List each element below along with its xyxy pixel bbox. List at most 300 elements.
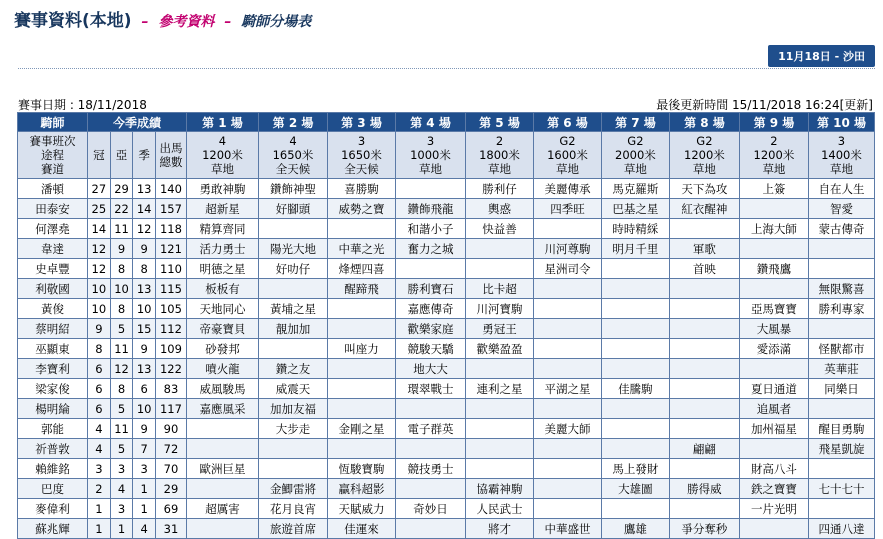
horse-cell[interactable]: 勝利專家: [808, 299, 874, 319]
seconds: 10: [110, 279, 133, 299]
horse-cell: [601, 299, 669, 319]
header-race-7[interactable]: 第 7 場: [601, 113, 669, 132]
thirds: 10: [133, 399, 156, 419]
horse-cell: [739, 199, 808, 219]
wins: 6: [88, 399, 111, 419]
horse-cell[interactable]: 佳騰駒: [601, 379, 669, 399]
total-rides: 72: [156, 439, 187, 459]
total-rides: 117: [156, 399, 187, 419]
header-race-info-label: [18, 132, 88, 179]
horse-cell: [466, 239, 534, 259]
race-info-2: [259, 132, 328, 179]
horse-cell[interactable]: 翩翩: [669, 439, 739, 459]
thirds: 7: [133, 439, 156, 459]
horse-cell[interactable]: 歐洲巨星: [186, 459, 258, 479]
horse-cell[interactable]: 馬克羅斯: [601, 179, 669, 199]
header-race-info-label-line: 賽事班次: [29, 134, 76, 148]
horse-cell[interactable]: 花月良宵: [259, 499, 328, 519]
total-rides: 112: [156, 319, 187, 339]
total-rides: 90: [156, 419, 187, 439]
horse-cell[interactable]: 自在人生: [808, 179, 874, 199]
horse-cell: [739, 239, 808, 259]
horse-cell[interactable]: 鑽飾神聖: [259, 179, 328, 199]
race-info-7-line: 草地: [623, 162, 647, 176]
horse-cell: [808, 239, 874, 259]
horse-cell: [739, 439, 808, 459]
horse-cell[interactable]: 首映: [669, 259, 739, 279]
horse-cell[interactable]: 歡樂家庭: [395, 319, 465, 339]
breadcrumb-separator: –: [141, 14, 149, 30]
horse-cell[interactable]: 競駿天驕: [395, 339, 465, 359]
seconds: 11: [110, 339, 133, 359]
header-race-10[interactable]: 第 10 場: [808, 113, 874, 132]
horse-cell[interactable]: 鑽飾飛龍: [395, 199, 465, 219]
seconds: 4: [110, 479, 133, 499]
thirds: 1: [133, 479, 156, 499]
wins: 4: [88, 439, 111, 459]
seconds: 3: [110, 459, 133, 479]
horse-cell: [466, 259, 534, 279]
horse-cell[interactable]: 怪獸都市: [808, 339, 874, 359]
horse-cell[interactable]: 上簽: [739, 179, 808, 199]
horse-cell: [601, 319, 669, 339]
header-stat: 季: [133, 132, 156, 179]
jockey-name[interactable]: 潘頓: [18, 179, 88, 199]
horse-cell[interactable]: 川河尊駒: [533, 239, 601, 259]
race-info-4-line: 草地: [418, 162, 442, 176]
horse-cell[interactable]: 七十七十: [808, 479, 874, 499]
horse-cell[interactable]: 靚加加: [259, 319, 328, 339]
wins: 14: [88, 219, 111, 239]
horse-cell: [259, 219, 328, 239]
race-info-4-line: 1000米: [410, 148, 451, 162]
horse-cell: [186, 419, 258, 439]
horse-cell[interactable]: 環翠戰士: [395, 379, 465, 399]
horse-cell[interactable]: 人民武士: [466, 499, 534, 519]
horse-cell[interactable]: 嘉應風采: [186, 399, 258, 419]
horse-cell: [259, 439, 328, 459]
horse-cell: [601, 419, 669, 439]
horse-cell: [669, 459, 739, 479]
horse-cell[interactable]: 鉄之寶寶: [739, 479, 808, 499]
table-row: [18, 359, 875, 379]
horse-cell[interactable]: 加加友福: [259, 399, 328, 419]
race-day-tab[interactable]: 11月18日 - 沙田: [768, 45, 875, 67]
wins: 27: [88, 179, 111, 199]
table-row: [18, 419, 875, 439]
race-info-4: [395, 132, 465, 179]
horse-cell[interactable]: 明德之星: [186, 259, 258, 279]
horse-cell[interactable]: 平湖之星: [533, 379, 601, 399]
horse-cell[interactable]: 帝豪寶貝: [186, 319, 258, 339]
race-info-10-line: 3: [837, 134, 846, 148]
thirds: 13: [133, 279, 156, 299]
total-rides: 105: [156, 299, 187, 319]
race-info-9: [739, 132, 808, 179]
horse-cell[interactable]: 川河寶駒: [466, 299, 534, 319]
table-row: [18, 279, 875, 299]
horse-cell[interactable]: 和諧小子: [395, 219, 465, 239]
horse-cell: [395, 479, 465, 499]
refresh-link[interactable]: [更新]: [839, 98, 873, 112]
horse-cell: [669, 299, 739, 319]
horse-cell[interactable]: 精算齊同: [186, 219, 258, 239]
jockey-name[interactable]: 利敬國: [18, 279, 88, 299]
horse-cell[interactable]: 時時精綵: [601, 219, 669, 239]
seconds: 5: [110, 439, 133, 459]
horse-cell[interactable]: 好叻仔: [259, 259, 328, 279]
header-season-stats: 今季成績: [88, 113, 187, 132]
table-row: [18, 259, 875, 279]
horse-cell: [533, 299, 601, 319]
horse-cell[interactable]: 贏科超影: [328, 479, 396, 499]
table-row: [18, 439, 875, 459]
horse-cell[interactable]: 板板有: [186, 279, 258, 299]
breadcrumb-jockey-table: 騎師分場表: [241, 14, 312, 30]
horse-cell[interactable]: 恆駿寶駒: [328, 459, 396, 479]
thirds: 9: [133, 419, 156, 439]
race-info-1-line: 草地: [210, 162, 234, 176]
horse-cell[interactable]: 鑽之友: [259, 359, 328, 379]
horse-cell: [533, 359, 601, 379]
wins: 10: [88, 279, 111, 299]
table-row: [18, 339, 875, 359]
horse-cell[interactable]: 比卡超: [466, 279, 534, 299]
seconds: 29: [110, 179, 133, 199]
thirds: 13: [133, 179, 156, 199]
header-total-rides: [156, 132, 187, 179]
race-info-5-line: 1800米: [479, 148, 520, 162]
horse-cell[interactable]: 叫座力: [328, 339, 396, 359]
horse-cell[interactable]: 噴火龍: [186, 359, 258, 379]
wins: 12: [88, 259, 111, 279]
horse-cell[interactable]: 連利之星: [466, 379, 534, 399]
horse-cell[interactable]: 巴基之星: [601, 199, 669, 219]
total-rides: 140: [156, 179, 187, 199]
horse-cell[interactable]: 好腳頭: [259, 199, 328, 219]
horse-cell: [395, 399, 465, 419]
horse-cell: [601, 279, 669, 299]
horse-cell[interactable]: 活力勇士: [186, 239, 258, 259]
horse-cell: [808, 459, 874, 479]
horse-cell: [259, 279, 328, 299]
horse-cell[interactable]: 亞馬寶寶: [739, 299, 808, 319]
jockey-name[interactable]: 黃俊: [18, 299, 88, 319]
header-race-8[interactable]: 第 8 場: [669, 113, 739, 132]
horse-cell[interactable]: 電子群英: [395, 419, 465, 439]
horse-cell[interactable]: 協霸神駒: [466, 479, 534, 499]
thirds: 13: [133, 359, 156, 379]
horse-cell[interactable]: 金剛之星: [328, 419, 396, 439]
thirds: 4: [133, 519, 156, 539]
horse-cell[interactable]: 旅遊首席: [259, 519, 328, 539]
horse-cell[interactable]: 威震天: [259, 379, 328, 399]
horse-cell: [328, 399, 396, 419]
jockey-name[interactable]: 田泰安: [18, 199, 88, 219]
horse-cell: [328, 359, 396, 379]
horse-cell[interactable]: 天下為攻: [669, 179, 739, 199]
horse-cell[interactable]: 金鯽雷將: [259, 479, 328, 499]
horse-cell[interactable]: 勇冠王: [466, 319, 534, 339]
jockey-schedule-table: [17, 112, 875, 539]
jockey-name[interactable]: 巫顯東: [18, 339, 88, 359]
horse-cell[interactable]: 天賦威力: [328, 499, 396, 519]
horse-cell: [808, 399, 874, 419]
race-info-4-line: 3: [426, 134, 435, 148]
horse-cell[interactable]: 軍歌: [669, 239, 739, 259]
race-info-8: [669, 132, 739, 179]
jockey-name[interactable]: 麥偉利: [18, 499, 88, 519]
table-row: [18, 219, 875, 239]
horse-cell[interactable]: 無限驚喜: [808, 279, 874, 299]
total-rides: 31: [156, 519, 187, 539]
horse-cell[interactable]: 勇敢神駒: [186, 179, 258, 199]
horse-cell[interactable]: 財高八斗: [739, 459, 808, 479]
horse-cell[interactable]: 醒蹄飛: [328, 279, 396, 299]
horse-cell: [533, 459, 601, 479]
horse-cell[interactable]: 大雄圖: [601, 479, 669, 499]
seconds: 9: [110, 239, 133, 259]
header-row: [18, 113, 875, 132]
horse-cell[interactable]: 四季旺: [533, 199, 601, 219]
header-jockey: 騎師: [18, 113, 88, 132]
seconds: 3: [110, 499, 133, 519]
horse-cell[interactable]: 勝得威: [669, 479, 739, 499]
wins: 4: [88, 419, 111, 439]
seconds: 8: [110, 299, 133, 319]
horse-cell[interactable]: 將才: [466, 519, 534, 539]
horse-cell[interactable]: 蒙古傳奇: [808, 219, 874, 239]
race-info-5-line: 2: [495, 134, 504, 148]
header-subrow: [18, 132, 875, 179]
jockey-name[interactable]: 巴度: [18, 479, 88, 499]
horse-cell[interactable]: 愛添滿: [739, 339, 808, 359]
total-rides: 83: [156, 379, 187, 399]
horse-cell[interactable]: 佳運來: [328, 519, 396, 539]
horse-cell[interactable]: 智愛: [808, 199, 874, 219]
horse-cell: [466, 439, 534, 459]
race-info-6-line: 1600米: [547, 148, 588, 162]
horse-cell[interactable]: 超厲害: [186, 499, 258, 519]
wins: 1: [88, 499, 111, 519]
horse-cell[interactable]: 黃埔之星: [259, 299, 328, 319]
horse-cell: [533, 439, 601, 459]
wins: 9: [88, 319, 111, 339]
race-date: 賽事日期 : 18/11/2018: [18, 98, 147, 112]
horse-cell[interactable]: 馬上發財: [601, 459, 669, 479]
horse-cell: [395, 259, 465, 279]
race-info-1: [186, 132, 258, 179]
horse-cell: [328, 219, 396, 239]
horse-cell[interactable]: 中華盛世: [533, 519, 601, 539]
horse-cell[interactable]: 威風駿馬: [186, 379, 258, 399]
thirds: 10: [133, 299, 156, 319]
horse-cell[interactable]: 加州福星: [739, 419, 808, 439]
seconds: 8: [110, 259, 133, 279]
breadcrumb-separator: –: [224, 14, 232, 30]
race-info-5: [466, 132, 534, 179]
wins: 10: [88, 299, 111, 319]
horse-cell[interactable]: 紅衣醒神: [669, 199, 739, 219]
jockey-name[interactable]: 楊明綸: [18, 399, 88, 419]
jockey-name[interactable]: 史卓豐: [18, 259, 88, 279]
total-rides: 110: [156, 259, 187, 279]
page-title: [14, 6, 311, 31]
horse-cell: [601, 439, 669, 459]
total-rides: 70: [156, 459, 187, 479]
jockey-name[interactable]: 祈普敦: [18, 439, 88, 459]
horse-cell[interactable]: 鷹雄: [601, 519, 669, 539]
horse-cell[interactable]: 飛星凱旋: [808, 439, 874, 459]
seconds: 11: [110, 219, 133, 239]
horse-cell: [739, 279, 808, 299]
total-rides: 29: [156, 479, 187, 499]
total-rides: 109: [156, 339, 187, 359]
table-row: [18, 199, 875, 219]
horse-cell: [669, 359, 739, 379]
horse-cell: [533, 319, 601, 339]
horse-cell[interactable]: 勝利仔: [466, 179, 534, 199]
horse-cell[interactable]: 上海大師: [739, 219, 808, 239]
horse-cell[interactable]: 爭分奪秒: [669, 519, 739, 539]
horse-cell: [669, 319, 739, 339]
jockey-name[interactable]: 韋達: [18, 239, 88, 259]
horse-cell[interactable]: 快益善: [466, 219, 534, 239]
horse-cell: [601, 259, 669, 279]
jockey-name[interactable]: 蔡明紹: [18, 319, 88, 339]
horse-cell: [259, 459, 328, 479]
total-rides: 69: [156, 499, 187, 519]
horse-cell[interactable]: 陽光大地: [259, 239, 328, 259]
race-info-6: [533, 132, 601, 179]
horse-cell[interactable]: 醒目勇駒: [808, 419, 874, 439]
jockey-name[interactable]: 何澤堯: [18, 219, 88, 239]
horse-cell[interactable]: 嘉應傳奇: [395, 299, 465, 319]
race-info-1-line: 4: [218, 134, 227, 148]
header-race-2[interactable]: 第 2 場: [259, 113, 328, 132]
race-info-9-line: 1200米: [753, 148, 795, 162]
thirds: 14: [133, 199, 156, 219]
horse-cell[interactable]: 英華莊: [808, 359, 874, 379]
horse-cell[interactable]: 大風暴: [739, 319, 808, 339]
horse-cell: [601, 499, 669, 519]
jockey-name[interactable]: 郭能: [18, 419, 88, 439]
horse-cell: [259, 339, 328, 359]
horse-cell: [533, 399, 601, 419]
horse-cell[interactable]: 鑽飛鷹: [739, 259, 808, 279]
horse-cell: [808, 319, 874, 339]
horse-cell: [601, 399, 669, 419]
race-info-10: [808, 132, 874, 179]
horse-cell[interactable]: 四通八達: [808, 519, 874, 539]
horse-cell: [328, 319, 396, 339]
horse-cell[interactable]: 追風者: [739, 399, 808, 419]
horse-cell[interactable]: 威勢之寶: [328, 199, 396, 219]
horse-cell[interactable]: 天地同心: [186, 299, 258, 319]
seconds: 5: [110, 399, 133, 419]
horse-cell: [669, 499, 739, 519]
race-info-2-line: 4: [289, 134, 297, 148]
seconds: 12: [110, 359, 133, 379]
header-total-rides-line: 總數: [159, 155, 183, 169]
table-row: [18, 459, 875, 479]
divider: [18, 68, 875, 69]
horse-cell[interactable]: 喜勝駒: [328, 179, 396, 199]
table-row: [18, 319, 875, 339]
header-race-1[interactable]: 第 1 場: [186, 113, 258, 132]
horse-cell: [328, 299, 396, 319]
horse-cell: [669, 279, 739, 299]
table-row: [18, 179, 875, 199]
horse-cell[interactable]: 奮力之城: [395, 239, 465, 259]
horse-cell[interactable]: 大步走: [259, 419, 328, 439]
breadcrumb-reference[interactable]: 參考資料: [158, 14, 215, 30]
horse-cell: [601, 339, 669, 359]
horse-cell: [466, 399, 534, 419]
horse-cell: [533, 479, 601, 499]
race-info-3: [328, 132, 396, 179]
horse-cell: [328, 379, 396, 399]
header-race-6[interactable]: 第 6 場: [533, 113, 601, 132]
horse-cell: [395, 179, 465, 199]
horse-cell[interactable]: 地大大: [395, 359, 465, 379]
total-rides: 157: [156, 199, 187, 219]
horse-cell: [669, 379, 739, 399]
thirds: 12: [133, 219, 156, 239]
horse-cell[interactable]: 競技勇士: [395, 459, 465, 479]
horse-cell[interactable]: 輿惑: [466, 199, 534, 219]
horse-cell[interactable]: 中華之光: [328, 239, 396, 259]
horse-cell[interactable]: 歡樂盈盈: [466, 339, 534, 359]
jockey-name[interactable]: 蘇兆輝: [18, 519, 88, 539]
horse-cell: [533, 279, 601, 299]
last-updated: [656, 96, 873, 113]
horse-cell[interactable]: 一片光明: [739, 499, 808, 519]
horse-cell[interactable]: 星洲司令: [533, 259, 601, 279]
header-race-9[interactable]: 第 9 場: [739, 113, 808, 132]
jockey-name[interactable]: 李寶利: [18, 359, 88, 379]
header-race-info-label-line: 途程: [41, 148, 65, 162]
horse-cell[interactable]: 勝利寶石: [395, 279, 465, 299]
jockey-name[interactable]: 賴維銘: [18, 459, 88, 479]
horse-cell[interactable]: 美麗傳承: [533, 179, 601, 199]
header-race-5[interactable]: 第 5 場: [466, 113, 534, 132]
horse-cell[interactable]: 明月千里: [601, 239, 669, 259]
table-row: [18, 299, 875, 319]
header-race-3[interactable]: 第 3 場: [328, 113, 396, 132]
seconds: 1: [110, 519, 133, 539]
horse-cell[interactable]: 超新星: [186, 199, 258, 219]
horse-cell: [186, 479, 258, 499]
race-info-2-line: 1650米: [272, 148, 314, 162]
horse-cell: [466, 459, 534, 479]
wins: 8: [88, 339, 111, 359]
header-race-info-label-line: 賽道: [41, 162, 65, 176]
horse-cell[interactable]: 同樂日: [808, 379, 874, 399]
horse-cell[interactable]: 烽煙四喜: [328, 259, 396, 279]
horse-cell: [466, 359, 534, 379]
race-info-7: [601, 132, 669, 179]
horse-cell[interactable]: 砂發邦: [186, 339, 258, 359]
seconds: 22: [110, 199, 133, 219]
race-info-2-line: 全天候: [275, 162, 311, 176]
horse-cell[interactable]: 夏日通道: [739, 379, 808, 399]
jockey-name[interactable]: 梁家俊: [18, 379, 88, 399]
horse-cell[interactable]: 奇妙日: [395, 499, 465, 519]
header-race-4[interactable]: 第 4 場: [395, 113, 465, 132]
horse-cell[interactable]: 美麗大師: [533, 419, 601, 439]
horse-cell: [739, 359, 808, 379]
